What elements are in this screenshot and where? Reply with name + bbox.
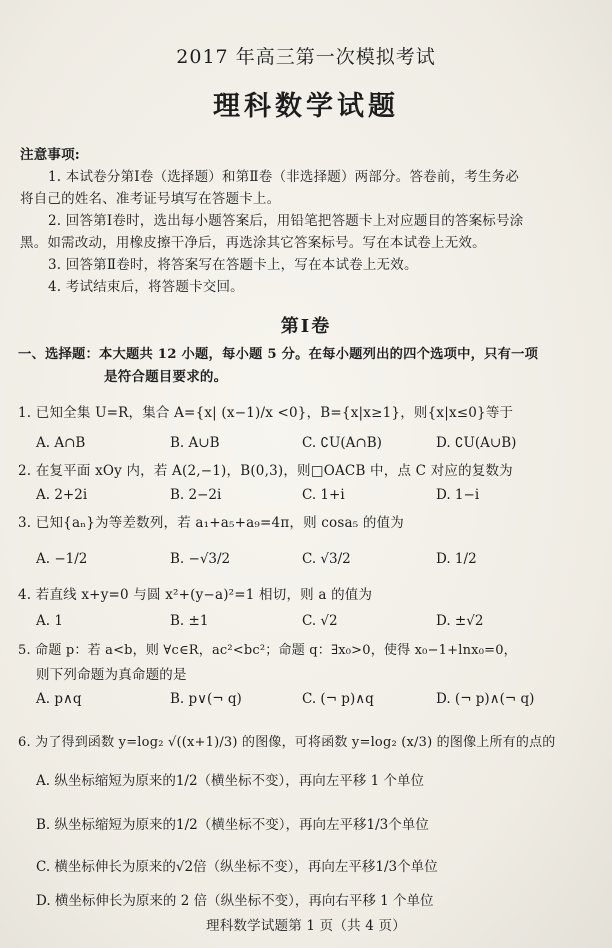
question-2-option-a: A. 2+2i	[36, 487, 88, 503]
question-4-stem: 4. 若直线 x+y=0 与圆 x²+(y−a)²=1 相切，则 a 的值为	[18, 587, 373, 603]
question-1-option-c: C. ∁U(A∩B)	[302, 435, 382, 451]
question-6-option-b: B. 纵坐标缩短为原来的1/2（横坐标不变），再向左平移1/3个单位	[36, 817, 429, 833]
notes-line-5: 3. 回答第Ⅱ卷时，将答案写在答题卡上，写在本试卷上无效。	[48, 257, 418, 273]
question-2-option-c: C. 1+i	[302, 487, 345, 503]
section-heading-1: 一、选择题：本大题共 12 小题，每小题 5 分。在每小题列出的四个选项中，只有一项	[18, 347, 539, 362]
question-2-option-b: B. 2−2i	[170, 487, 222, 503]
question-1-stem: 1. 已知全集 U=R，集合 A={x| (x−1)/x <0}，B={x|x≥1}，则{x|x≤0}等于	[18, 405, 514, 421]
notes-line-3: 2. 回答第Ⅰ卷时，选出每小题答案后，用铅笔把答题卡上对应题目的答案标号涂	[48, 213, 524, 229]
question-5-stem: 5. 命题 p：若 a<b，则 ∀c∈R，ac²<bc²；命题 q：∃x₀>0，使得 x₀−1+lnx₀=0，	[18, 643, 517, 658]
exam-title: 2017 年高三第一次模拟考试	[176, 46, 436, 68]
question-1-option-d: D. ∁U(A∪B)	[436, 435, 517, 451]
question-1-option-a: A. A∩B	[36, 435, 86, 451]
question-5-option-d: D. (¬ p)∧(¬ q)	[436, 691, 535, 707]
page-footer: 理科数学试题第 1 页（共 4 页）	[206, 918, 406, 934]
question-5-option-c: C. (¬ p)∧q	[302, 691, 374, 707]
question-5-option-a: A. p∧q	[36, 691, 82, 707]
question-3-stem: 3. 已知{aₙ}为等差数列，若 a₁+a₅+a₉=4π，则 cosa₅ 的值为	[18, 515, 404, 531]
question-2-stem: 2. 在复平面 xOy 内，若 A(2,−1)，B(0,3)，则□OACB 中，点 C 对应的复数为	[18, 463, 513, 479]
section-title: 第Ⅰ卷	[280, 316, 332, 337]
question-3-option-b: B. −√3/2	[170, 551, 231, 567]
question-5-stem-2: 则下列命题为真命题的是	[36, 667, 187, 683]
question-3-option-d: D. 1/2	[436, 551, 477, 567]
question-4-option-a: A. 1	[36, 613, 63, 629]
question-3-option-a: A. −1/2	[36, 551, 88, 567]
question-3-option-c: C. √3/2	[302, 551, 351, 567]
question-4-option-b: B. ±1	[170, 613, 209, 629]
notes-line-2: 将自己的姓名、准考证号填写在答题卡上。	[20, 191, 281, 207]
question-2-option-d: D. 1−i	[436, 487, 480, 503]
question-4-option-c: C. √2	[302, 613, 338, 629]
question-6-option-c: C. 横坐标伸长为原来的√2倍（纵坐标不变），再向左平移1/3个单位	[36, 859, 438, 875]
notes-line-1: 1. 本试卷分第Ⅰ卷（选择题）和第Ⅱ卷（非选择题）两部分。答卷前，考生务必	[48, 169, 520, 185]
question-6-option-d: D. 横坐标伸长为原来的 2 倍（纵坐标不变），再向右平移 1 个单位	[36, 893, 434, 909]
question-5-option-b: B. p∨(¬ q)	[170, 691, 242, 707]
notes-line-6: 4. 考试结束后，将答题卡交回。	[48, 279, 244, 295]
question-6-stem: 6. 为了得到函数 y=log₂ √((x+1)/3) 的图像，可将函数 y=log₂ (x/3) 的图像上所有的点的	[18, 735, 556, 750]
question-6-option-a: A. 纵坐标缩短为原来的1/2（横坐标不变），再向左平移 1 个单位	[36, 773, 424, 789]
notes-line-4: 黑。如需改动，用橡皮擦干净后，再选涂其它答案标号。写在本试卷上无效。	[20, 235, 486, 251]
subject-title: 理科数学试题	[213, 91, 399, 122]
notes-heading: 注意事项:	[20, 147, 80, 163]
section-heading-2: 是符合题目要求的。	[104, 369, 228, 385]
question-4-option-d: D. ±√2	[436, 613, 484, 629]
question-1-option-b: B. A∪B	[170, 435, 220, 451]
